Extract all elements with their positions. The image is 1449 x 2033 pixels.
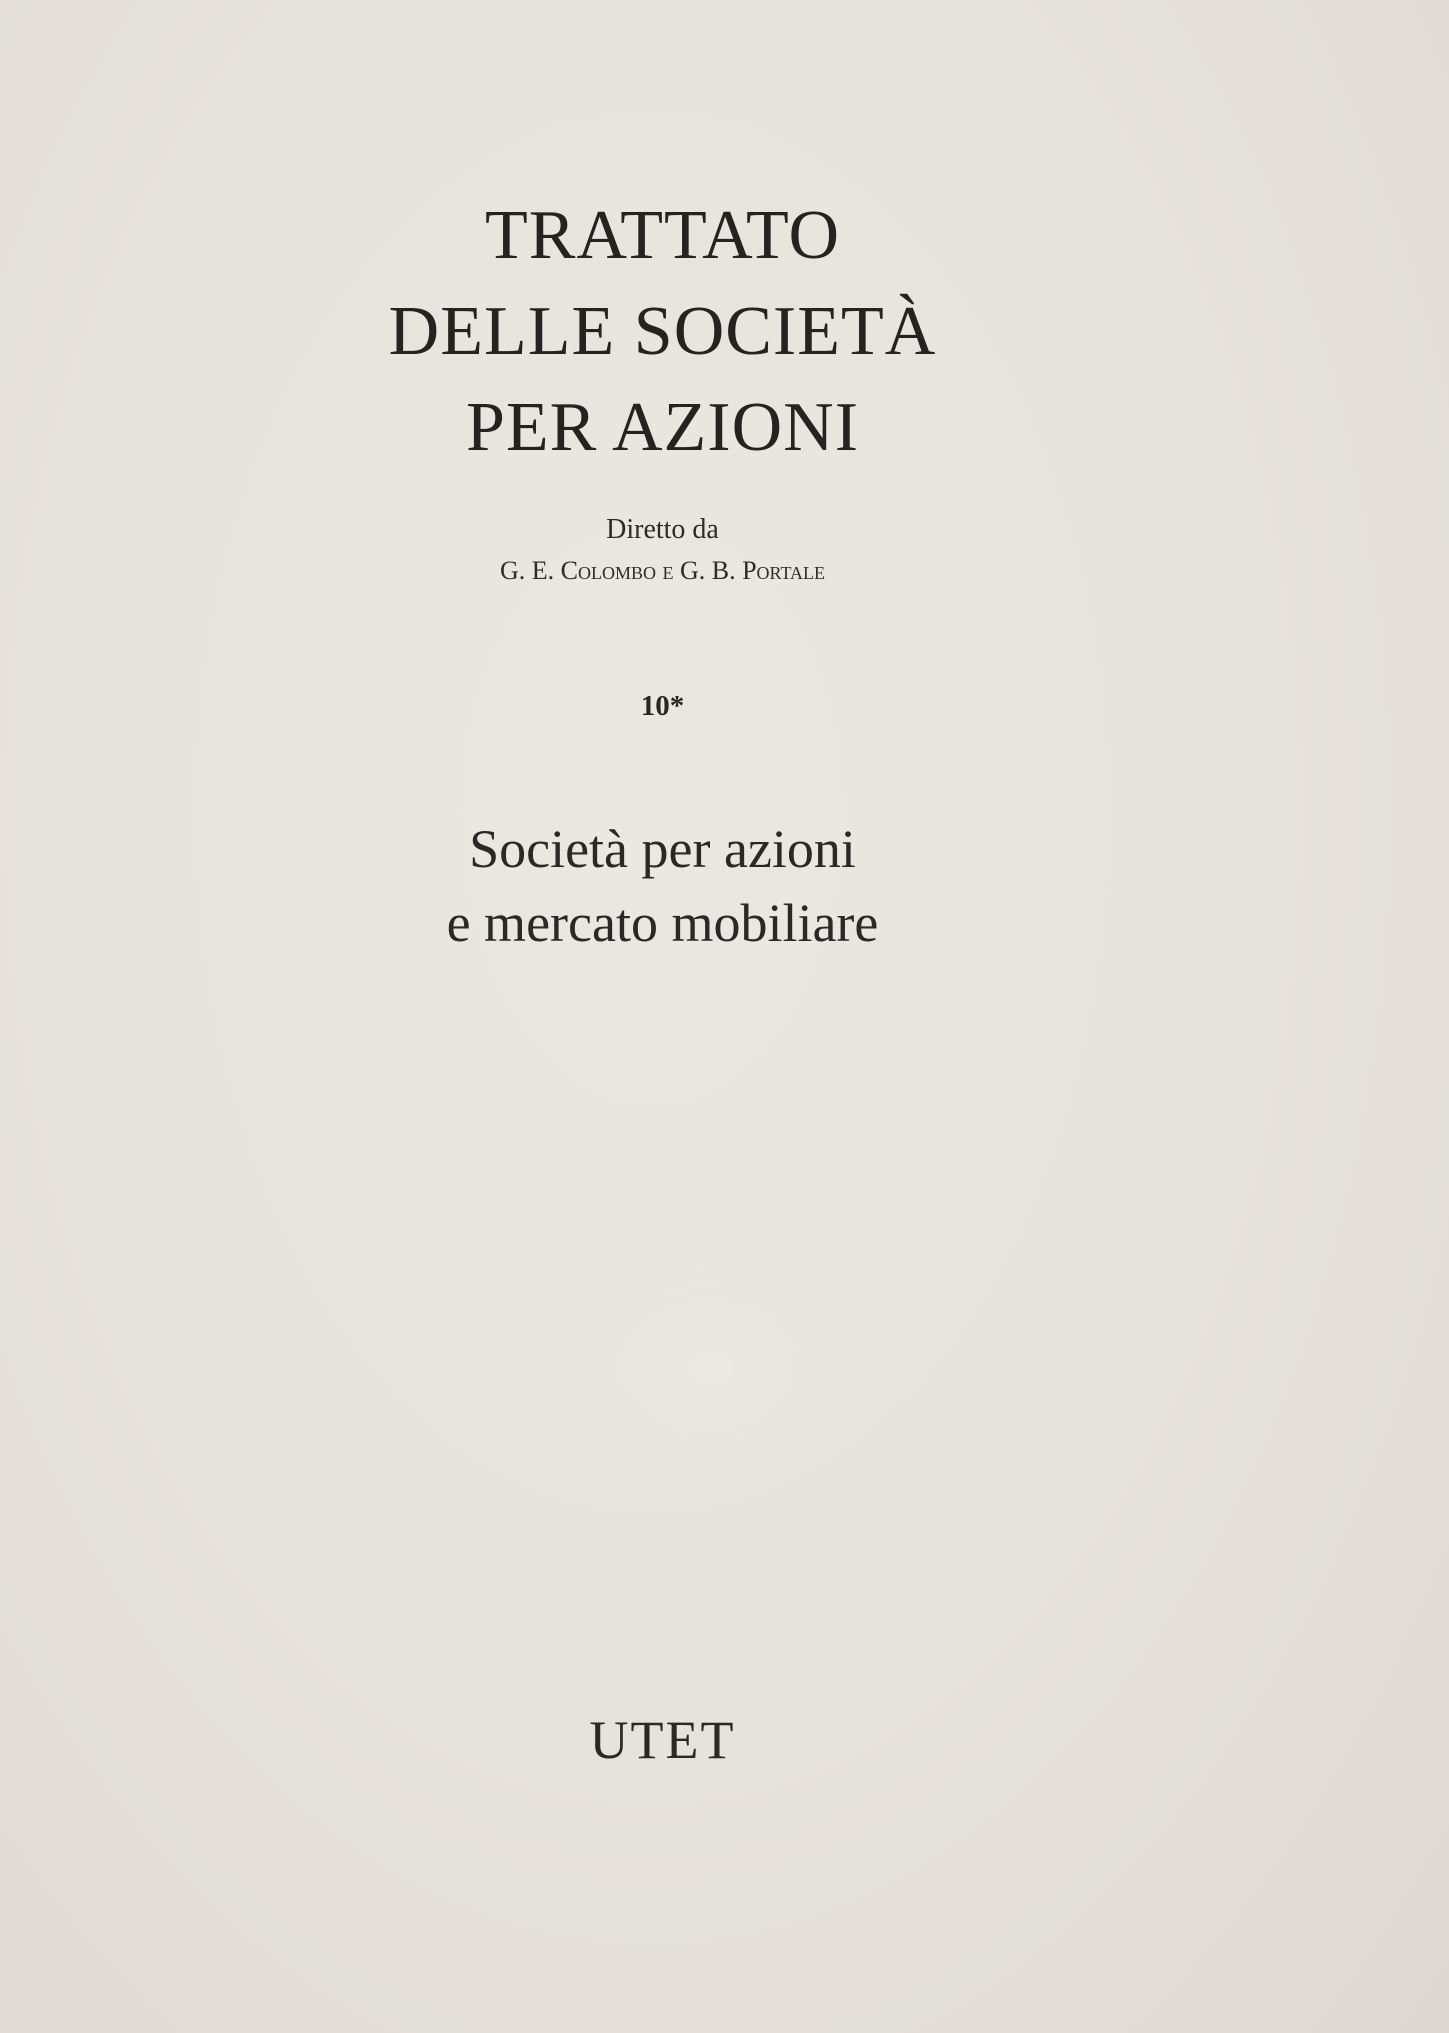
book-title — [0, 188, 1325, 476]
volume-subtitle-line-1: Società per azioni — [469, 819, 856, 879]
book-title-line-2: DELLE SOCIETÀ — [388, 293, 937, 370]
directed-by-label: Diretto da — [606, 514, 719, 545]
book-title-line-1: TRATTATO — [485, 197, 840, 274]
book-title-line-3: PER AZIONI — [465, 389, 860, 466]
volume-subtitle-line-2: e mercato mobiliare — [446, 893, 879, 953]
volume-number: 10* — [640, 690, 685, 722]
volume-subtitle — [0, 812, 1325, 960]
editors-names — [0, 553, 1325, 589]
embossed-seal — [560, 1250, 860, 1490]
publisher-name: UTET — [589, 1710, 736, 1770]
editors-text: G. E. Colombo e G. B. Portale — [499, 556, 826, 585]
